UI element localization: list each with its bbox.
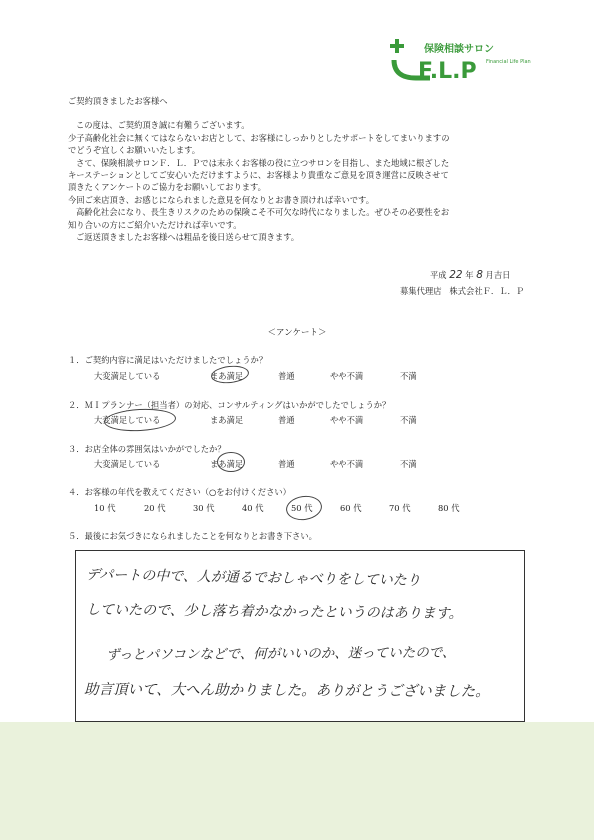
question-3-options — [0, 458, 594, 470]
letter-line: この度は、ご契約頂き誠に有難うございます。 — [76, 120, 250, 131]
letter-line: 知り合いの方にご紹介いただければ幸いです。 — [68, 219, 242, 230]
q3-option-somewhat-satisfied[interactable]: まあ満足 — [210, 459, 244, 469]
survey-title: ＜アンケート＞ — [267, 328, 327, 338]
q2-option-dissatisfied[interactable]: 不満 — [400, 415, 417, 425]
q1-option-somewhat-dissatisfied[interactable]: やや不満 — [330, 371, 364, 381]
q1-option-very-satisfied[interactable]: 大変満足している — [94, 371, 161, 381]
q2-option-somewhat-dissatisfied[interactable]: やや不満 — [330, 415, 364, 425]
q4-option-40s[interactable]: 40 代 — [242, 503, 264, 513]
q3-circle-mark — [217, 452, 245, 472]
q1-option-dissatisfied[interactable]: 不満 — [400, 371, 417, 381]
q4-option-80s[interactable]: 80 代 — [438, 503, 460, 513]
q4-option-60s[interactable]: 60 代 — [340, 503, 362, 513]
question-2-options — [0, 414, 594, 426]
q3-option-somewhat-dissatisfied[interactable]: やや不満 — [330, 459, 364, 469]
letter-line: さて、保険相談サロンＦ．Ｌ．Ｐでは末永くお客様の役に立つサロンを目指し、また地域に根ざした — [76, 157, 450, 168]
handwritten-line: していたので、少し落ち着かなかったというのはあります。 — [85, 602, 463, 622]
logo-sub: Financial Life Plan — [486, 59, 531, 65]
q2-option-neutral[interactable]: 普通 — [278, 415, 295, 425]
q1-option-somewhat-satisfied[interactable]: まあ満足 — [210, 371, 244, 381]
question-1: １．ご契約内容に満足はいただけましたでしょうか？ — [68, 355, 268, 365]
q3-option-neutral[interactable]: 普通 — [278, 459, 295, 469]
logo-mark: F.L.P — [418, 59, 477, 84]
letter-line: 今回ご来店頂き、お感じになられました意見を何なりとお書き頂ければ幸いです。 — [68, 194, 374, 205]
agency-label: 募集代理店 — [400, 286, 442, 296]
date-year-handwritten: 22 — [449, 269, 463, 281]
date-year-suffix: 年 — [465, 270, 474, 280]
question-1-options — [0, 370, 594, 382]
q3-option-very-satisfied[interactable]: 大変満足している — [94, 459, 161, 469]
footer-background-band — [0, 722, 594, 840]
q4-option-30s[interactable]: 30 代 — [193, 503, 215, 513]
question-3: ３．お店全体の雰囲気はいかがでしたか？ — [68, 444, 226, 454]
letter-line: 少子高齢化社会に無くてはならないお店として、お客様にしっかりとしたサポートをしてまいりますの — [68, 132, 450, 143]
q4-option-70s[interactable]: 70 代 — [389, 503, 411, 513]
date-era: 平成 — [430, 270, 447, 280]
q1-option-neutral[interactable]: 普通 — [278, 371, 295, 381]
agency-info — [400, 285, 524, 297]
date-month-suffix: 月吉日 — [485, 270, 511, 280]
q3-option-dissatisfied[interactable]: 不満 — [400, 459, 417, 469]
letter-line: キーステーションとしてご安心いただけますように、お客様より貴重なご意見を頂き運営に反映させて — [68, 170, 449, 181]
question-5: ５．最後にお気づきになられましたことを何なりとお書き下さい。 — [68, 531, 317, 541]
letter-greeting: ご契約頂きましたお客様へ — [68, 96, 168, 106]
question-2: ２．ＭＩプランナー（担当者）の対応、コンサルティングはいかがでしたでしょうか？ — [68, 400, 391, 410]
question-4: ４．お客様の年代を教えてください（○をお付けください） — [68, 487, 291, 497]
agency-name: 株式会社Ｆ．Ｌ．Ｐ — [449, 286, 525, 296]
handwritten-line: デパートの中で、人が通るでおしゃべりをしていたり — [85, 567, 421, 589]
letter-line: ご返送頂きましたお客様へは粗品を後日送らせて頂きます。 — [76, 232, 300, 243]
handwritten-line: ずっとパソコンなどで、何がいいのか、迷っていたので、 — [105, 644, 456, 664]
free-comment-box[interactable] — [75, 550, 525, 722]
q2-option-very-satisfied[interactable]: 大変満足している — [94, 415, 161, 425]
letter-line: 高齢化社会になり、長生きリスクのための保険こそ不可欠な時代になりました。ぜひその必要性をお — [76, 207, 450, 218]
logo-title: 保険相談サロン — [424, 44, 494, 55]
letter-line: でどうぞ宜しくお願いいたします。 — [68, 145, 201, 156]
q4-option-10s[interactable]: 10 代 — [94, 503, 116, 513]
date-month-handwritten: 8 — [476, 269, 483, 281]
letter-body — [68, 95, 548, 243]
letter-line: 頂きたくアンケートのご協力をお願いしております。 — [68, 182, 266, 193]
q4-option-20s[interactable]: 20 代 — [144, 503, 166, 513]
letter-date — [430, 269, 510, 281]
q2-option-somewhat-satisfied[interactable]: まあ満足 — [210, 415, 244, 425]
handwritten-line: 助言頂いて、大へん助かりました。ありがとうございました。 — [83, 681, 490, 701]
q4-option-50s[interactable]: 50 代 — [291, 503, 313, 513]
